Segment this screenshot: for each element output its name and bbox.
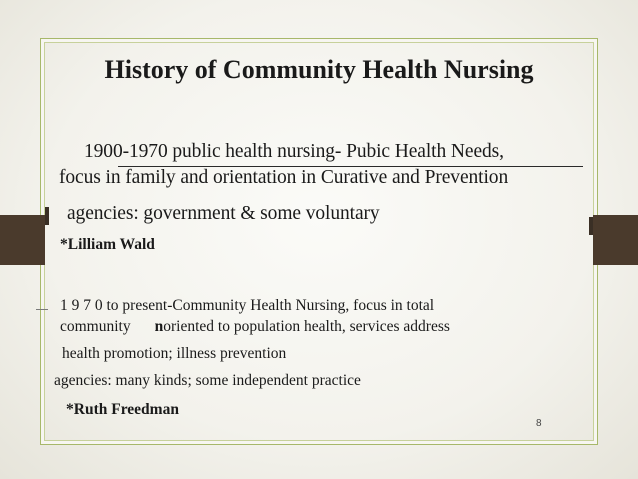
slide-title: History of Community Health Nursing <box>104 55 534 84</box>
left-side-tab <box>0 215 45 265</box>
left-dash-mark <box>36 309 48 310</box>
era2-line2-part2: oriented to population health, services address <box>163 318 450 335</box>
era1-line2: focus in family and orientation in Curative and Prevention <box>59 167 509 188</box>
era2-line2-part1: community <box>60 318 131 335</box>
era1-line1: 1900-1970 public health nursing- Pubic Health Needs, <box>84 141 504 162</box>
right-side-tab <box>593 215 638 265</box>
era2-line3: health promotion; illness prevention <box>62 345 287 362</box>
page-number: 8 <box>536 418 542 429</box>
era2-figure: *Ruth Freedman <box>66 401 179 418</box>
left-edge-mark <box>45 207 49 225</box>
era2-line2 <box>60 318 450 336</box>
era1-figure: *Lilliam Wald <box>60 236 155 253</box>
era2-line4: agencies: many kinds; some independent practice <box>54 372 361 389</box>
era1-line3: agencies: government & some voluntary <box>67 203 380 224</box>
era2-line2-glyph: n <box>154 318 164 335</box>
era2-line1: 1 9 7 0 to present-Community Health Nursing, focus in total <box>60 297 435 314</box>
right-edge-mark <box>589 217 593 235</box>
